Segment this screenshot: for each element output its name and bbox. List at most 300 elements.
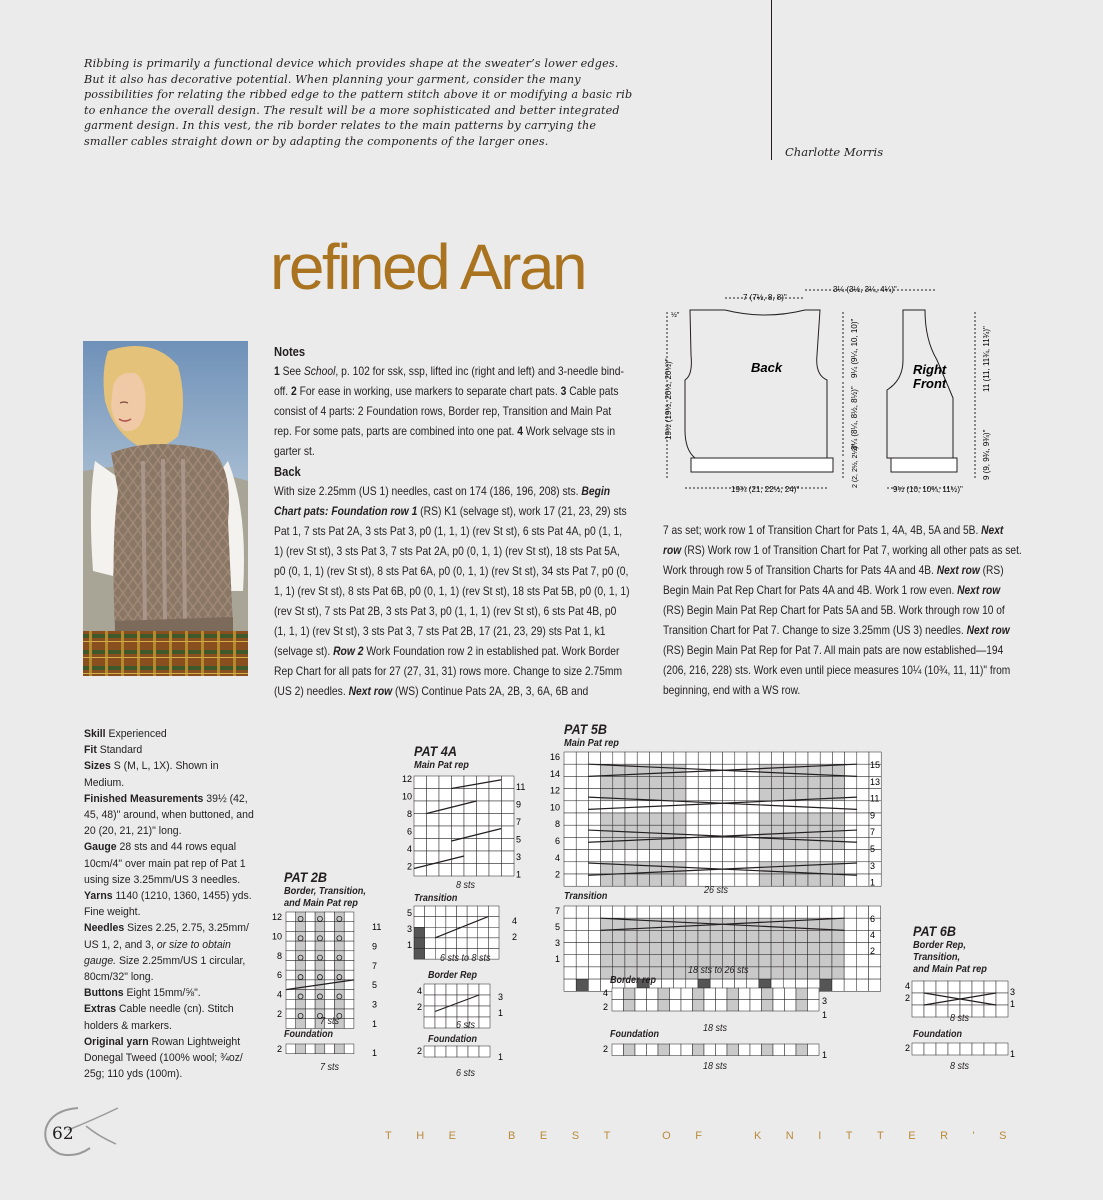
pat2b-cell	[286, 990, 296, 1000]
pat5b-row-label: 3	[870, 860, 876, 871]
pat5b-transition-cell	[820, 967, 832, 979]
pat2b-cell	[305, 970, 315, 980]
pat4a-cell	[489, 776, 502, 789]
pat6b-row-label: 1	[1010, 999, 1016, 1009]
pat5b-cell	[686, 752, 698, 764]
pat5b-cell	[564, 764, 576, 776]
pat2b-cell	[344, 999, 354, 1009]
pat4a-row-label: 3	[516, 852, 522, 862]
pat4a-foundation-sts: 6 sts	[456, 1068, 476, 1079]
pat5b-cell	[588, 776, 600, 788]
pat5b-transition-cell	[698, 930, 710, 942]
pat5b-transition-cell	[625, 943, 637, 955]
pat5b-border-cell	[635, 1000, 647, 1012]
pat6b-row-label: 1	[1010, 1049, 1016, 1059]
pat5b-cell	[662, 825, 674, 837]
pat5b-foundation-cell	[739, 1044, 751, 1056]
pat5b-border-cell	[773, 988, 785, 1000]
pat5b-transition-cell	[771, 906, 783, 918]
pat4a-transition-cell	[488, 927, 499, 938]
pat4a-cell	[489, 801, 502, 814]
pat5b-cell	[820, 874, 832, 886]
pat4a-cell	[414, 776, 427, 789]
pat5b-cell	[698, 764, 710, 776]
pat5b-transition-cell	[625, 955, 637, 967]
pat5b-transition-cell	[588, 967, 600, 979]
pat5b-cell	[662, 850, 674, 862]
pat4a-cell	[489, 826, 502, 839]
pat4a-border-cell	[424, 995, 435, 1006]
pat5b-transition-cell	[698, 943, 710, 955]
pat5b-cell	[576, 776, 588, 788]
pat5b-cell	[820, 837, 832, 849]
pat5b-cell	[588, 874, 600, 886]
pat5b-cell	[576, 789, 588, 801]
pat2b-cell	[325, 912, 335, 922]
pat5b-transition-cell	[856, 955, 868, 967]
pat4a-transition-cell	[425, 938, 436, 949]
pat4a-cell	[502, 814, 515, 827]
pat5b-row-label: 2	[602, 1044, 608, 1054]
pat4a-cell	[477, 814, 490, 827]
pat5b-cell	[832, 837, 844, 849]
pat4a-transition-cell	[414, 906, 425, 917]
pat5b-transition-cell	[820, 906, 832, 918]
pat5b-cell	[820, 776, 832, 788]
pat5b-cell	[796, 850, 808, 862]
pat4a-cell	[414, 839, 427, 852]
pat4a-transition-cell	[467, 927, 478, 938]
pat5b-row-label: 10	[549, 802, 560, 813]
pat5b-cell	[588, 801, 600, 813]
spec-sizes: Sizes S (M, L, 1X). Shown in Medium.	[84, 760, 219, 789]
pat5b-cell	[649, 776, 661, 788]
pat5b-cell	[832, 874, 844, 886]
pat5b-transition-cell	[710, 906, 722, 918]
pat5b-row-label: 2	[554, 869, 560, 880]
pat5b-transition-cell	[588, 918, 600, 930]
pat6b-cell	[984, 981, 996, 993]
dim-front-side: 9 (9, 9¾, 9¾)"	[982, 429, 991, 480]
pat5b-cell	[796, 825, 808, 837]
pat5b-transition-cell	[844, 930, 856, 942]
pat4a-cell	[414, 851, 427, 864]
pat5b-cell	[832, 801, 844, 813]
pat5b-transition-cell	[674, 967, 686, 979]
pat2b-cell	[344, 961, 354, 971]
pat5b-cell	[625, 850, 637, 862]
pat6b-cell	[984, 1005, 996, 1017]
pat4a-transition-cell	[435, 938, 446, 949]
pat5b-cell	[564, 837, 576, 849]
pat5b-transition-cell	[649, 906, 661, 918]
pat5b-cell	[845, 776, 857, 788]
pat4a-cell	[489, 839, 502, 852]
back-section	[274, 462, 630, 702]
pat2b-cell	[296, 999, 306, 1009]
pat5b-cell	[588, 789, 600, 801]
pat4a-cell	[414, 814, 427, 827]
pat5b-cell	[771, 789, 783, 801]
pat5b-cell	[674, 801, 686, 813]
pat4a-cell	[439, 776, 452, 789]
pat4a-cell	[464, 851, 477, 864]
pat2b-sub1: Border, Transition,	[284, 885, 366, 897]
pat4a-border-cell	[479, 1017, 490, 1028]
pat4a-row-label: 7	[516, 817, 522, 827]
pat2b-cell	[344, 951, 354, 961]
pat5b-cell	[735, 789, 747, 801]
pat5b-foundation-cell	[647, 1044, 659, 1056]
pat2b-row-label: 6	[276, 970, 282, 981]
pat2b-cell	[325, 922, 335, 932]
pat5b-transition-cell	[564, 955, 576, 967]
pat5b-transition-cell	[832, 979, 844, 991]
pat5b-cell	[820, 813, 832, 825]
pat5b-transition-cell	[795, 930, 807, 942]
pat2b-cell	[286, 922, 296, 932]
pat5b-cell	[735, 874, 747, 886]
pat6b-main-grid	[912, 981, 1008, 1017]
pat5b-transition-cell	[759, 918, 771, 930]
pat2b-row-label: 10	[271, 931, 282, 942]
pat5b-transition-cell	[759, 906, 771, 918]
pat2b-cell	[286, 961, 296, 971]
pat2b-cell	[335, 961, 345, 971]
pat5b-cell	[625, 874, 637, 886]
pat5b-cell	[588, 752, 600, 764]
pat2b-foundation-cell	[286, 1044, 296, 1054]
pat4a-cell	[439, 839, 452, 852]
pat5b-sub: Main Pat rep	[564, 737, 619, 749]
pat2b-row-label: 4	[276, 989, 282, 1000]
pat4a-cell	[414, 826, 427, 839]
pat2b-sts: 7 sts	[320, 1016, 340, 1027]
pat2b-cell	[335, 990, 345, 1000]
back-heading: Back	[274, 465, 301, 479]
pat5b-transition-cell	[576, 943, 588, 955]
pat5b-cell	[723, 837, 735, 849]
pat5b-border-cell	[750, 1000, 762, 1012]
pat5b-cell	[735, 776, 747, 788]
pat5b-foundation-cell	[762, 1044, 774, 1056]
dim-rib: 2 (2, 2½, 2½)"	[852, 443, 859, 488]
pat5b-border-label: Border rep	[610, 975, 657, 986]
pat2b-foundation-cell	[335, 1044, 345, 1054]
pat5b-cell	[723, 776, 735, 788]
pat5b-cell	[686, 776, 698, 788]
pat2b-cell	[305, 951, 315, 961]
pat4a-row-label: 6	[406, 826, 412, 837]
pat5b-border-cell	[658, 988, 670, 1000]
pat2b-foundation-grid	[286, 1044, 354, 1054]
pat5b-row-label: 13	[870, 776, 881, 787]
pat5b-transition-cell	[625, 906, 637, 918]
pat5b-border-cell	[750, 988, 762, 1000]
pat5b-border-cell	[796, 1000, 808, 1012]
pat5b-cell	[674, 776, 686, 788]
pat2b-row-label: 2	[276, 1009, 282, 1019]
pat5b-cell	[649, 752, 661, 764]
pat4a-row-label: 1	[406, 940, 412, 950]
pat5b-row-label: 3	[554, 938, 560, 948]
pat4a-row-label: 9	[516, 799, 522, 810]
pat5b-border-cell	[785, 988, 797, 1000]
pat4a-sts: 8 sts	[456, 880, 476, 891]
author-name: Charlotte Morris	[785, 145, 884, 159]
pat5b-row-label: 1	[822, 1050, 828, 1060]
pat5b-cell	[735, 850, 747, 862]
pat5b-transition-cell	[674, 906, 686, 918]
pat4a-cell	[464, 864, 477, 877]
pat5b-foundation-cell	[635, 1044, 647, 1056]
pat5b-border-cell	[796, 988, 808, 1000]
pat5b-transition-cell	[710, 943, 722, 955]
pat4a-cell	[452, 864, 465, 877]
pat5b-cell	[576, 752, 588, 764]
pat4a-cell	[477, 864, 490, 877]
pat5b-sts: 26 sts	[704, 885, 729, 896]
pat5b-transition-cell	[820, 979, 832, 991]
pat5b-transition-cell	[661, 906, 673, 918]
pat5b-foundation-cell	[670, 1044, 682, 1056]
pat5b-cell	[759, 837, 771, 849]
pat5b-row-label: 1	[822, 1010, 828, 1020]
pat5b-row-label: 2	[602, 1002, 608, 1012]
pat6b-cell	[936, 981, 948, 993]
pat6b-sub1: Border Rep,	[913, 939, 966, 951]
pat2b-cell	[335, 922, 345, 932]
pat4a-cell	[502, 851, 515, 864]
pat5b-cell	[759, 874, 771, 886]
pat5b-cell	[662, 789, 674, 801]
pat5b-cell	[747, 764, 759, 776]
pat5b-cell	[649, 764, 661, 776]
pat4a-foundation-grid	[424, 1046, 490, 1057]
pat4a-transition-grid	[414, 906, 499, 959]
pat4a-row-label: 2	[512, 932, 518, 942]
pat4a-transition-cell	[425, 949, 436, 960]
pat4a-row-label: 4	[416, 986, 422, 996]
pat2b-cell	[296, 941, 306, 951]
pat5b-transition-cell	[576, 918, 588, 930]
pat5b-row-label: 5	[554, 922, 560, 932]
pat2b-row-label: 7	[372, 960, 378, 971]
pat5b-transition-cell	[613, 930, 625, 942]
pat5b-cell	[735, 764, 747, 776]
dim-back-width: 19¾ (21, 22½, 24)"	[731, 485, 800, 494]
pat5b-cell	[588, 837, 600, 849]
pat4a-transition-cell	[457, 938, 468, 949]
pat5b-cell	[832, 789, 844, 801]
pat4a-cell	[452, 789, 465, 802]
pat5b-cell	[662, 874, 674, 886]
pat5b-transition-cell	[783, 943, 795, 955]
pat5b-foundation-cell	[612, 1044, 624, 1056]
pat4a-border-cell	[457, 984, 468, 995]
pat5b-cell	[686, 850, 698, 862]
pat5b-transition-cell	[637, 930, 649, 942]
pat5b-border-cell	[612, 1000, 624, 1012]
pat2b-cell	[296, 931, 306, 941]
pat4a-transition-cell	[478, 938, 489, 949]
pat5b-transition-cell	[832, 906, 844, 918]
pat5b-transition-cell	[661, 943, 673, 955]
pat5b-transition-cell	[698, 918, 710, 930]
pat2b-cell	[325, 990, 335, 1000]
pat5b-transition-cell	[649, 955, 661, 967]
pat5b-row-label: 7	[870, 827, 876, 838]
pat5b-transition-cell	[869, 979, 881, 991]
pat5b-transition-cell	[747, 918, 759, 930]
pat4a-cell	[489, 864, 502, 877]
pat4a-border-cell	[468, 1006, 479, 1017]
pat5b-cell	[674, 764, 686, 776]
pat5b-cell	[601, 837, 613, 849]
pat5b-cell	[771, 801, 783, 813]
pat5b-cell	[674, 837, 686, 849]
pat5b-cell	[784, 764, 796, 776]
pat4a-row-label: 10	[401, 791, 412, 802]
pat5b-cell	[845, 789, 857, 801]
pat4a-transition-cell	[488, 917, 499, 928]
pat4a-border-cell	[435, 984, 446, 995]
pat5b-transition-cell	[832, 918, 844, 930]
pat4a-foundation-cell	[468, 1046, 479, 1057]
pat4a-transition-label: Transition	[414, 893, 458, 904]
pat2b-cell	[296, 912, 306, 922]
pat4a-cell	[502, 839, 515, 852]
pat5b-cell	[601, 776, 613, 788]
dim-top-width: 7 (7½, 8, 8)"	[743, 293, 787, 302]
pat4a-transition-cell	[488, 906, 499, 917]
pat5b-cell	[588, 850, 600, 862]
pat5b-cell	[601, 850, 613, 862]
pat5b-cell	[771, 776, 783, 788]
pat5b-row-label: 5	[870, 844, 876, 854]
dim-back-length: 19½ (19½, 20½, 20½)"	[664, 358, 673, 440]
pat5b-transition-cell	[759, 930, 771, 942]
pat4a-row-label: 2	[416, 1046, 422, 1056]
pat5b-cell	[613, 850, 625, 862]
pat5b-transition-cell	[686, 918, 698, 930]
pat5b-cell	[796, 813, 808, 825]
pat5b-foundation-cell	[727, 1044, 739, 1056]
pat4a-border-cell	[424, 984, 435, 995]
pat5b-cell	[698, 752, 710, 764]
pat5b-cell	[613, 813, 625, 825]
pat6b-foundation-label: Foundation	[913, 1029, 962, 1040]
pat6b-cell	[912, 993, 924, 1005]
pat5b-transition-cell	[832, 955, 844, 967]
pat2b-cell	[296, 951, 306, 961]
pat5b-transition-label: Transition	[564, 891, 608, 902]
pat4a-cell	[427, 851, 440, 864]
pat5b-cell	[747, 776, 759, 788]
pat5b-transition-cell	[735, 906, 747, 918]
pat5b-row-label: 7	[554, 906, 560, 916]
pat5b-cell	[698, 837, 710, 849]
pat4a-row-label: 4	[512, 916, 518, 926]
pat5b-border-cell	[762, 1000, 774, 1012]
pat5b-transition-cell	[808, 930, 820, 942]
pat5b-cell	[576, 813, 588, 825]
pat2b-cell	[315, 931, 325, 941]
pat4a-foundation-cell	[479, 1046, 490, 1057]
pat5b-border-sts: 18 sts	[703, 1023, 728, 1034]
pat5b-transition-cell	[856, 930, 868, 942]
pat5b-transition-cell	[661, 918, 673, 930]
pat5b-transition-cell	[820, 943, 832, 955]
pat4a-cell	[452, 814, 465, 827]
pat2b-row-label: 12	[271, 912, 282, 922]
pat5b-cell	[857, 813, 869, 825]
pat4a-transition-sts: 6 sts to 8 sts	[440, 953, 491, 964]
pat5b-transition-cell	[783, 930, 795, 942]
pat5b-transition-cell	[771, 943, 783, 955]
pat5b-transition-cell	[820, 955, 832, 967]
pat6b-foundation-cell	[924, 1043, 936, 1055]
pat6b-sub2: Transition,	[913, 951, 961, 963]
pat4a-row-label: 11	[516, 782, 526, 792]
pat5b-row-label: 3	[822, 996, 828, 1006]
pat6b-sts: 8 sts	[950, 1013, 970, 1024]
pat5b-border-cell	[727, 988, 739, 1000]
pat4a-transition-cell	[425, 906, 436, 917]
pat4a-row-label: 1	[516, 869, 522, 880]
pat2b-cell	[305, 990, 315, 1000]
pat5b-cell	[710, 837, 722, 849]
pat2b-cell	[296, 922, 306, 932]
pat5b-transition-cell	[795, 967, 807, 979]
pat5b-cell	[747, 813, 759, 825]
pat5b-transition-cell	[747, 943, 759, 955]
pat5b-cell	[857, 850, 869, 862]
schematic-diagram	[655, 280, 995, 500]
pat6b-row-label: 4	[904, 981, 910, 991]
pat2b-cell	[305, 941, 315, 951]
pat5b-cell	[674, 874, 686, 886]
pat5b-transition-cell	[637, 943, 649, 955]
pat4a-cell	[477, 789, 490, 802]
schematic-front-label: Front	[913, 376, 947, 391]
pat5b-cell	[784, 813, 796, 825]
pat5b-cell	[576, 862, 588, 874]
pat5b-transition-cell	[710, 930, 722, 942]
pat4a-border-cell	[446, 984, 457, 995]
pat5b-border-cell	[716, 988, 728, 1000]
pat4a-cell	[477, 839, 490, 852]
pat5b-foundation-cell	[658, 1044, 670, 1056]
pat5b-cell	[588, 825, 600, 837]
pat4a-cell	[414, 801, 427, 814]
pat5b-transition-cell	[735, 943, 747, 955]
pat6b-foundation-cell	[960, 1043, 972, 1055]
pat5b-transition-cell	[576, 930, 588, 942]
pat5b-transition-cell	[844, 906, 856, 918]
pat2b-cell	[315, 951, 325, 961]
pat5b-cell	[857, 752, 869, 764]
pat5b-cell	[613, 801, 625, 813]
pat5b-row-label: 15	[870, 760, 881, 770]
pat5b-charts	[540, 748, 885, 1068]
pat5b-transition-cell	[783, 967, 795, 979]
pat4a-cell	[464, 789, 477, 802]
pat5b-cell	[771, 813, 783, 825]
pat4a-cell	[502, 864, 515, 877]
pat5b-cell	[710, 862, 722, 874]
pat5b-cell	[686, 837, 698, 849]
